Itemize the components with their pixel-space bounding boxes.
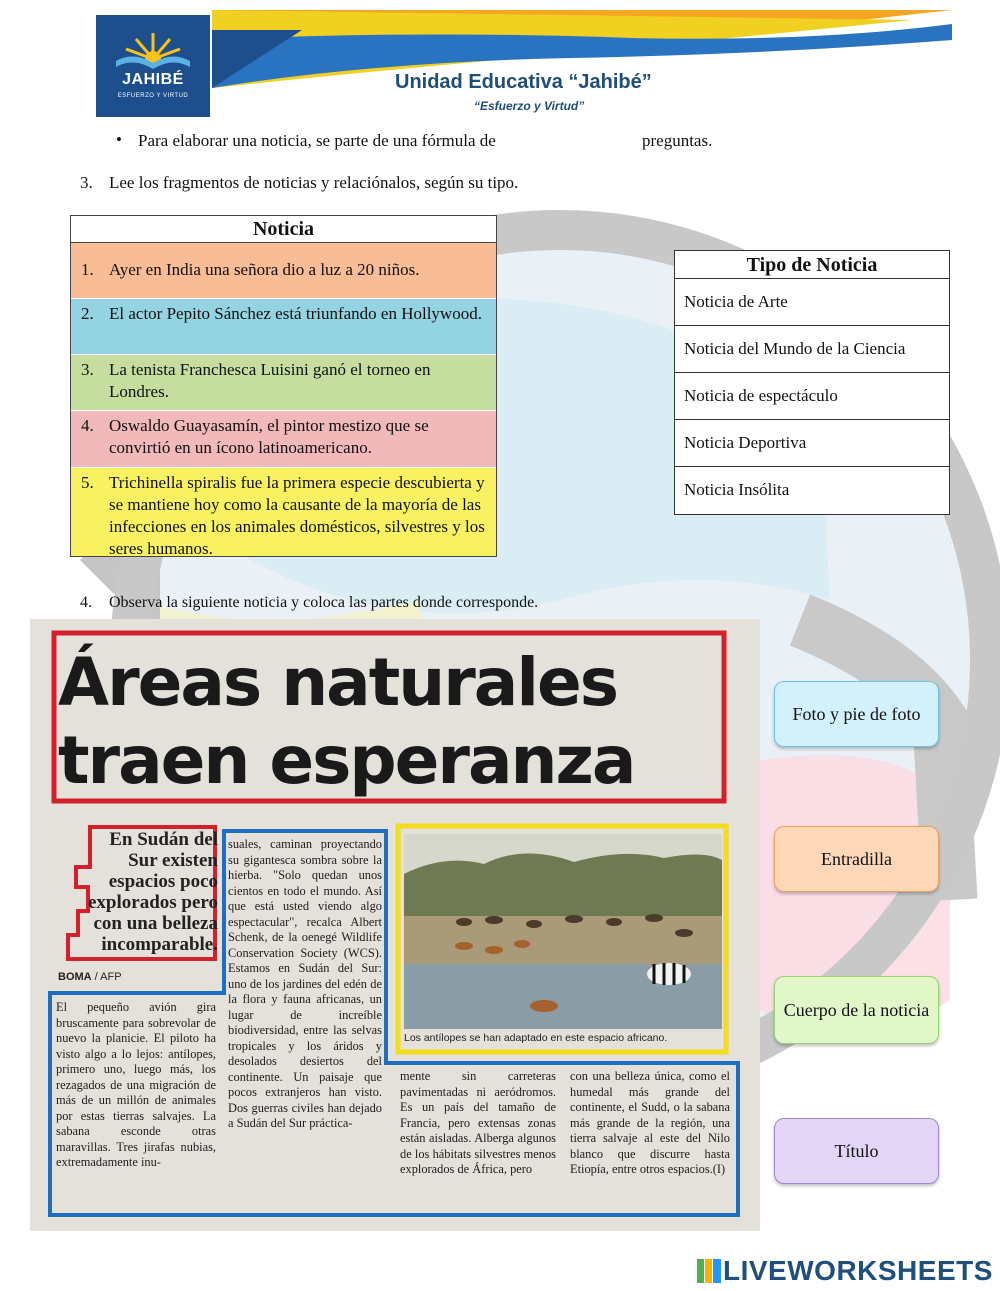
liveworksheets-logo bbox=[697, 1255, 993, 1287]
noticia-row-text: La tenista Franchesca Luisini ganó el torneo en Londres. bbox=[109, 360, 431, 401]
noticia-row-number: 3. bbox=[81, 360, 94, 379]
newspaper-byline bbox=[58, 971, 122, 983]
school-logo bbox=[96, 15, 210, 117]
noticia-row bbox=[71, 299, 496, 355]
answer-cuerpo-de-la-noticia[interactable]: Cuerpo de la noticia bbox=[774, 976, 939, 1044]
noticia-row-text: El actor Pepito Sánchez está triunfando en Hollywood. bbox=[109, 304, 482, 323]
sun-book-icon bbox=[96, 15, 210, 75]
liveworksheets-icon bbox=[697, 1259, 721, 1283]
photo-caption: Los antílopes se han adaptado en este espacio africano. bbox=[404, 1032, 668, 1044]
exercise-4-number: 4. bbox=[80, 594, 92, 611]
noticia-table bbox=[70, 215, 497, 557]
newspaper-body-column-2: suales, caminan proyectando su gigantesca sombra sobre la hierba. "Solo quedan unos cientos en todo el mundo. Así que está usted viendo algo espectacular", recalca Albert Schenk, de la oenegé Wildlife Conservation Society (WCS). Estamos en Sudán del Sur: uno de los jardines del edén de la flora y fauna africanas, un lugar de increíble biodiversidad, entre las selvas tropicales y los áridos y desolados desiertos del continente. Un paisaje que pocos extranjeros han visto. Dos guerras civiles han dejado a Sudán del Sur práctica- bbox=[228, 837, 382, 1130]
exercise-3-number: 3. bbox=[80, 173, 93, 192]
school-name: Unidad Educativa “Jahibé” bbox=[395, 71, 652, 93]
answer-titulo[interactable]: Título bbox=[774, 1118, 939, 1184]
noticia-table-header: Noticia bbox=[71, 216, 496, 243]
newspaper-headline-line-1: Áreas naturales bbox=[58, 644, 618, 721]
bullet-text-after: preguntas. bbox=[642, 131, 713, 150]
newspaper-body-column-4: con una belleza única, como el humedal más grande del continente, el Sudd, o la sabana más grande de la región, una tierra salvaje al este del Nilo blanco que discurre hasta Etiopía, entre otros espacios.(I) bbox=[570, 1069, 730, 1176]
newspaper-clipping bbox=[30, 619, 760, 1231]
newspaper-headline-line-2: traen esperanza bbox=[58, 722, 635, 799]
bullet-dot: • bbox=[116, 130, 122, 149]
answer-foto-pie-de-foto[interactable]: Foto y pie de foto bbox=[774, 681, 939, 747]
newspaper-lead: En Sudán del Sur existen espacios poco explorados pero con una belleza incomparable. bbox=[87, 829, 218, 955]
tipo-noticia-row[interactable]: Noticia de espectáculo bbox=[675, 373, 949, 420]
bullet-text-before: Para elaborar una noticia, se parte de una fórmula de bbox=[138, 131, 496, 150]
byline-place: BOMA bbox=[58, 971, 92, 983]
noticia-row-number: 1. bbox=[81, 260, 94, 279]
noticia-row-number: 2. bbox=[81, 304, 94, 323]
school-motto: “Esfuerzo y Virtud” bbox=[474, 99, 585, 113]
zebra-icon bbox=[647, 963, 691, 985]
noticia-row-text: Oswaldo Guayasamín, el pintor mestizo que se convirtió en un ícono latinoamericano. bbox=[109, 416, 429, 457]
noticia-row-number: 4. bbox=[81, 416, 94, 435]
tipo-noticia-row[interactable]: Noticia del Mundo de la Ciencia bbox=[675, 326, 949, 373]
logo-motto: ESFUERZO Y VIRTUD bbox=[117, 93, 189, 99]
logo-name: JAHIBÉ bbox=[122, 71, 184, 88]
savanna-photo bbox=[404, 834, 722, 1029]
brand-text: LIVEWORKSHEETS bbox=[723, 1255, 993, 1286]
noticia-row-text: Trichinella spiralis fue la primera especie descubierta y se mantiene hoy como la causante de la mayoría de las infecciones en los animales domésticos, silvestres y los seres humanos. bbox=[109, 473, 485, 558]
newspaper-body-column-3: mente sin carreteras pavimentadas ni aeródromos. Es un país del tamaño de Francia, pero extensas zonas están aisladas. Alberga algunos de los hábitats silvestres menos explorados de África, pero bbox=[400, 1069, 556, 1176]
noticia-row bbox=[71, 243, 496, 299]
noticia-row bbox=[71, 468, 496, 556]
noticia-row-text: Ayer en India una señora dio a luz a 20 niños. bbox=[109, 260, 420, 279]
byline-agency: / AFP bbox=[94, 971, 122, 983]
tipo-noticia-row[interactable]: Noticia Deportiva bbox=[675, 420, 949, 467]
tipo-noticia-header: Tipo de Noticia bbox=[675, 251, 949, 279]
noticia-row bbox=[71, 355, 496, 411]
exercise-3-instruction: Lee los fragmentos de noticias y relaciónalos, según su tipo. bbox=[109, 173, 519, 192]
exercise-4-instruction: Observa la siguiente noticia y coloca las partes donde corresponde. bbox=[109, 594, 539, 611]
tipo-noticia-table bbox=[674, 250, 950, 515]
answer-entradilla[interactable]: Entradilla bbox=[774, 826, 939, 892]
noticia-row-number: 5. bbox=[81, 473, 94, 492]
newspaper-body-column-1: El pequeño avión gira bruscamente para sobrevolar de nuevo la planicie. El piloto ha visto algo a lo lejos: antílopes, primero uno, luego más, los rezagados de una migración de más de un millón de animales por estas tierras salvajes. La sabana esconde otras maravillas. Tres jirafas nubias, extremadamente inu- bbox=[56, 1000, 216, 1169]
tipo-noticia-row[interactable]: Noticia de Arte bbox=[675, 279, 949, 326]
noticia-row bbox=[71, 411, 496, 468]
tipo-noticia-row[interactable]: Noticia Insólita bbox=[684, 480, 790, 499]
